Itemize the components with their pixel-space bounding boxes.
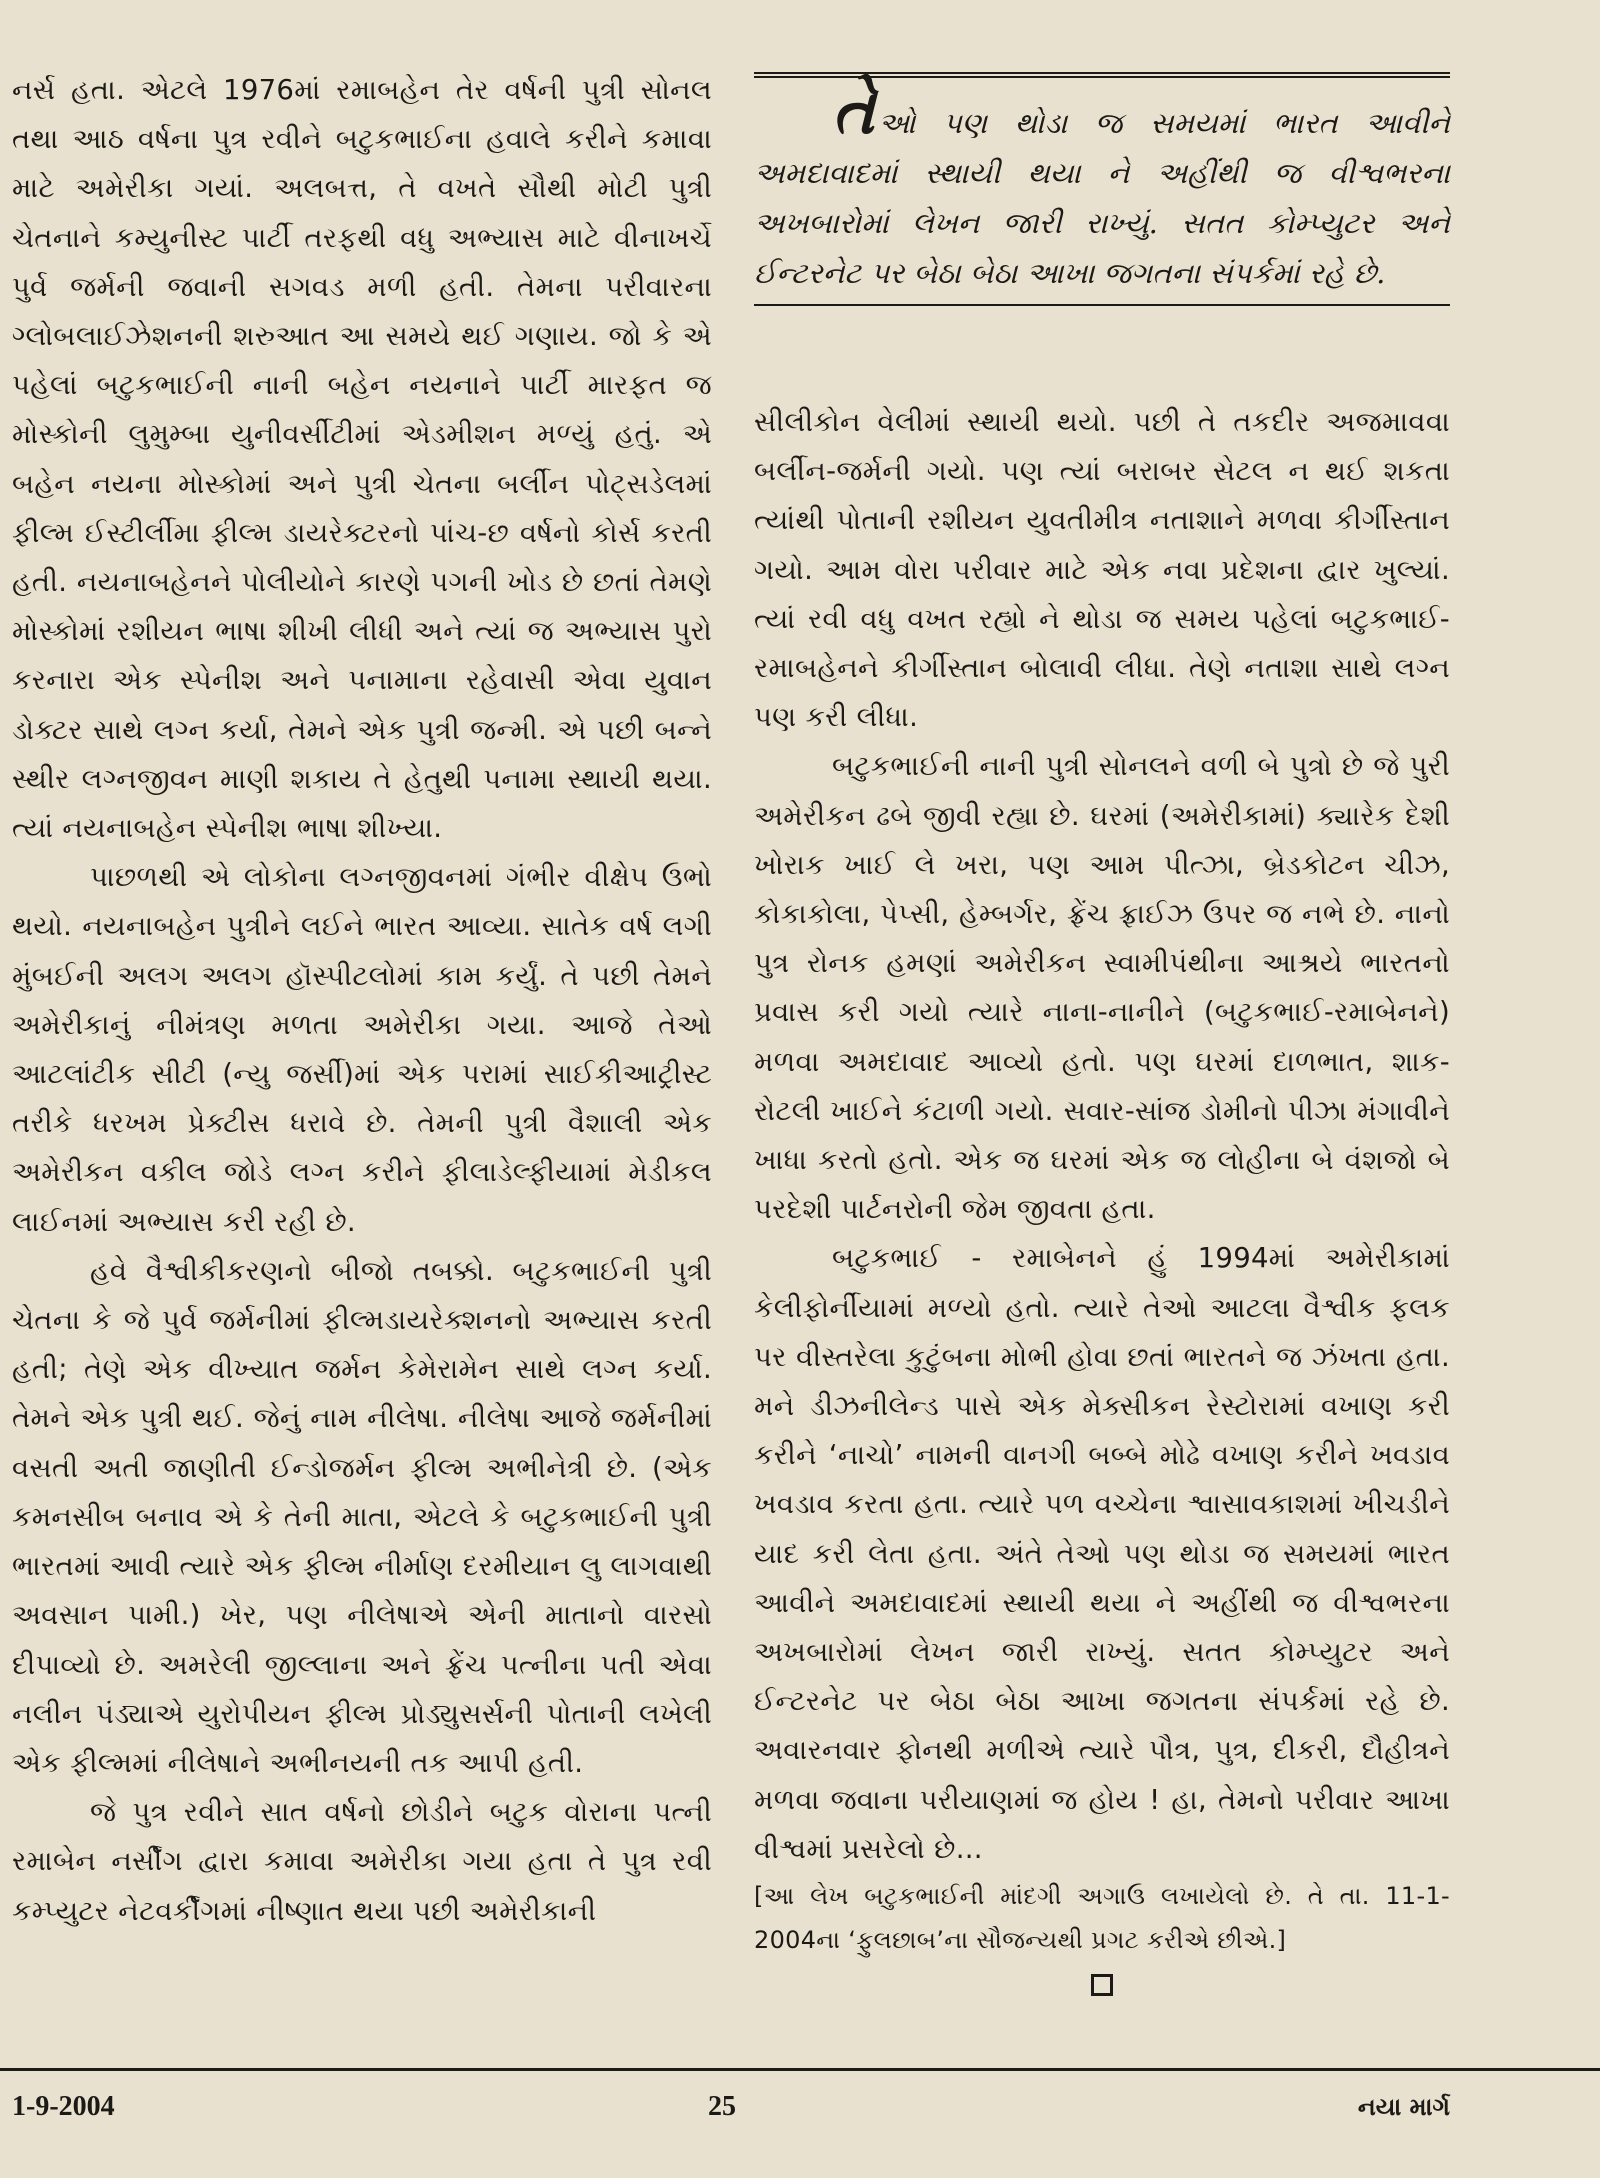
pull-quote-dropcap: તે (832, 74, 875, 149)
magazine-name: નયા માર્ગ (1357, 2093, 1450, 2121)
paragraph: સીલીકોન વેલીમાં સ્થાયી થયો. પછી તે તકદીર અજમાવવા બર્લીન-જર્મની ગયો. પણ ત્યાં બરાબર સેટલ ન થઈ શકતા ત્યાંથી પોતાની રશીયન યુવતીમીત્ર નતાશાને મળવા કીર્ગીસ્તાન ગયો. આમ વોરા પરીવાર માટે એક નવા પ્રદેશના દ્વાર ખુલ્યાં. ત્યાં રવી વધુ વખત રહ્યો ને થોડા જ સમય પહેલાં બટુકભાઈ-રમાબહેનને કીર્ગીસ્તાન બોલાવી લીધા. તેણે નતાશા સાથે લગ્ન પણ કરી લીધા. (754, 406, 1450, 734)
paragraph: જે પુત્ર રવીને સાત વર્ષનો છોડીને બટુક વોરાના પત્ની રમાબેન નર્સીંગ દ્વારા કમાવા અમેરીકા ગયા હતા તે પુત્ર રવી કમ્પ્યુટર નેટવર્કીંગમાં નીષ્ણાત થયા પછી અમેરીકાની (12, 1796, 712, 1927)
paragraph: બટુકભાઈની નાની પુત્રી સોનલને વળી બે પુત્રો છે જે પુરી અમેરીકન ઢબે જીવી રહ્યા છે. ઘરમાં (અમેરીકામાં) ક્યારેક દેશી ખોરાક ખાઈ લે ખરા, પણ આમ પીત્ઝા, બ્રેડકોટન ચીઝ, કોકાકોલા, પેપ્સી, હેમ્બર્ગર, ફ્રેંચ ફ્રાઈઝ ઉપર જ નભે છે. નાનો પુત્ર રોનક હમણાં અમેરીકન સ્વામીપંથીના આશ્રયે ભારતનો પ્રવાસ કરી ગયો ત્યારે નાના-નાનીને (બટુકભાઈ-રમાબેનને) મળવા અમદાવાદ આવ્યો હતો. પણ ઘરમાં દાળભાત, શાક-રોટલી ખાઈને કંટાળી ગયો. સવાર-સાંજ ડોમીનો પીઝા મંગાવીને ખાધા કરતો હતો. એક જ ઘરમાં એક જ લોહીના બે વંશજો બે પરદેશી પાર્ટનરોની જેમ જીવતા હતા. (754, 750, 1450, 1226)
page-number: 25 (708, 2091, 736, 2122)
left-column (12, 66, 712, 2026)
pull-quote (754, 72, 1450, 306)
paragraph: બટુકભાઈ - રમાબેનને હું 1994માં અમેરીકામાં કેલીફોર્નીયામાં મળ્યો હતો. ત્યારે તેઓ આટલા વૈશ્વીક ફલક પર વીસ્તરેલા કુટુંબના મોભી હોવા છતાં ભારતને જ ઝંખતા હતા. મને ડીઝનીલેન્ડ પાસે એક મેક્સીકન રેસ્ટોરામાં વખાણ કરી કરીને ‘નાચો’ નામની વાનગી બબ્બે મોઢે વખાણ કરીને ખવડાવ ખવડાવ કરતા હતા. ત્યારે પળ વચ્ચેના શ્વાસાવકાશમાં ખીચડીને યાદ કરી લેતા હતા. અંતે તેઓ પણ થોડા જ સમયમાં ભારત આવીને અમદાવાદમાં સ્થાયી થયા ને અહીંથી જ વીશ્વભરના અખબારોમાં લેખન જારી રાખ્યું. સતત કોમ્પ્યુટર અને ઈન્ટરનેટ પર બેઠા બેઠા આખા જગતના સંપર્કમાં રહે છે. અવારનવાર ફોનથી મળીએ ત્યારે પૌત્ર, પુત્ર, દીકરી, દૌહીત્રને મળવા જવાના પરીયાણમાં જ હોય ! હા, તેમનો પરીવાર આખા વીશ્વમાં પ્રસરેલો છે... (754, 1242, 1450, 1865)
paragraph: નર્સ હતા. એટલે 1976માં રમાબહેન તેર વર્ષની પુત્રી સોનલ તથા આઠ વર્ષના પુત્ર રવીને બટુકભાઈના હવાલે કરીને કમાવા માટે અમેરીકા ગયાં. અલબત્ત, તે વખતે સૌથી મોટી પુત્રી ચેતનાને કમ્યુનીસ્ટ પાર્ટી તરફથી વધુ અભ્યાસ માટે વીનાખર્ચે પુર્વ જર્મની જવાની સગવડ મળી હતી. તેમના પરીવારના ગ્લોબલાઈઝેશનની શરુઆત આ સમયે થઈ ગણાય. જો કે એ પહેલાં બટુકભાઈની નાની બહેન નયનાને પાર્ટી મારફત જ મોસ્કોની લુમુમ્બા યુનીવર્સીટીમાં એડમીશન મળ્યું હતું. એ બહેન નયના મોસ્કોમાં અને પુત્રી ચેતના બર્લીન પોટ્સડેલમાં ફીલ્મ ઈસ્ટીર્લીમા ફીલ્મ ડાયરેક્ટરનો પાંચ-છ વર્ષનો કોર્સ કરતી હતી. નયનાબહેનને પોલીયોને કારણે પગની ખોડ છે છતાં તેમણે મોસ્કોમાં રશીયન ભાષા શીખી લીધી અને ત્યાં જ અભ્યાસ પુરો કરનારા એક સ્પેનીશ અને પનામાના રહેવાસી એવા યુવાન ડોક્ટર સાથે લગ્ન કર્યા, તેમને એક પુત્રી જન્મી. એ પછી બન્ને સ્થીર લગ્નજીવન માણી શકાય તે હેતુથી પનામા સ્થાયી થયા. ત્યાં નયનાબહેન સ્પેનીશ ભાષા શીખ્યા. (12, 74, 712, 845)
end-mark-icon (1091, 1974, 1113, 1996)
pull-quote-text: ઓ પણ થોડા જ સમયમાં ભારત આવીને અમદાવાદમાં સ્થાયી થયા ને અહીંથી જ વીશ્વભરના અખબારોમાં લેખન જારી રાખ્યું. સતત કોમ્પ્યુટર અને ઈન્ટરનેટ પર બેઠા બેઠા આખા જગતના સંપર્કમાં રહે છે. (754, 106, 1450, 290)
editor-note: [આ લેખ બટુકભાઈની માંદગી અગાઉ લખાયેલો છે. તે તા. 11-1-2004ના ‘ફુલછાબ’ના સૌજન્યથી પ્રગટ કરીએ છીએ.] (754, 1882, 1450, 1955)
paragraph: પાછળથી એ લોકોના લગ્નજીવનમાં ગંભીર વીક્ષેપ ઉભો થયો. નયનાબહેન પુત્રીને લઈને ભારત આવ્યા. સાતેક વર્ષ લગી મુંબઈની અલગ અલગ હૉસ્પીટલોમાં કામ કર્યું. તે પછી તેમને અમેરીકાનું નીમંત્રણ મળતા અમેરીકા ગયા. આજે તેઓ આટલાંટીક સીટી (ન્યુ જર્સી)માં એક પરામાં સાઈકીઆટ્રીસ્ટ તરીકે ધરખમ પ્રેક્ટીસ ધરાવે છે. તેમની પુત્રી વૈશાલી એક અમેરીકન વકીલ જોડે લગ્ન કરીને ફીલાડેલ્ફીયામાં મેડીકલ લાઈનમાં અભ્યાસ કરી રહી છે. (12, 861, 712, 1238)
paragraph: હવે વૈશ્વીકીકરણનો બીજો તબક્કો. બટુકભાઈની પુત્રી ચેતના કે જે પુર્વ જર્મનીમાં ફીલ્મડાયરેક્શનનો અભ્યાસ કરતી હતી; તેણે એક વીખ્યાત જર્મન કેમેરામેન સાથે લગ્ન કર્યા. તેમને એક પુત્રી થઈ. જેનું નામ નીલેષા. નીલેષા આજે જર્મનીમાં વસતી અતી જાણીતી ઈન્ડોજર્મન ફીલ્મ અભીનેત્રી છે. (એક કમનસીબ બનાવ એ કે તેની માતા, એટલે કે બટુકભાઈની પુત્રી ભારતમાં આવી ત્યારે એક ફીલ્મ નીર્માણ દરમીયાન લુ લાગવાથી અવસાન પામી.) ખેર, પણ નીલેષાએ એની માતાનો વારસો દીપાવ્યો છે. અમરેલી જીલ્લાના અને ફ્રેંચ પત્નીના પતી એવા નલીન પંડ્યાએ યુરોપીયન ફીલ્મ પ્રોડ્યુસર્સની પોતાની લખેલી એક ફીલ્મમાં નીલેષાને અભીનયની તક આપી હતી. (12, 1254, 712, 1779)
page-footer (0, 2068, 1600, 2151)
issue-date: 1-9-2004 (12, 2091, 115, 2122)
right-column (754, 398, 1450, 1996)
